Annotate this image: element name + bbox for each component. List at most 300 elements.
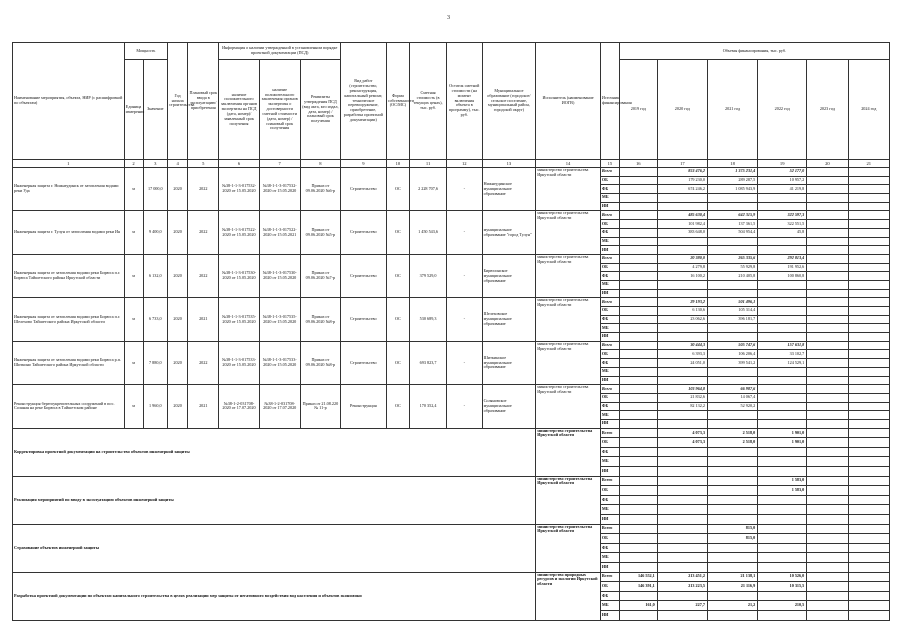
fin-value-cell (619, 505, 657, 515)
fin-value-cell (657, 202, 707, 211)
fin-value-cell: 1 901,0 (758, 428, 807, 438)
fin-value-cell (848, 610, 889, 620)
object-name: Инженерная защита г. Нижнеудинск от затопления водами реки Уда (13, 168, 125, 211)
fin-value-cell (807, 237, 848, 246)
fin-value-cell: 29 193,2 (657, 298, 707, 307)
fin-value-cell (848, 228, 889, 237)
header-unit: Единица измерения (124, 60, 143, 160)
fin-value-cell (657, 246, 707, 255)
col-number: 8 (300, 160, 340, 168)
fin-value-cell (848, 428, 889, 438)
fin-value-cell: 161,0 (619, 601, 657, 611)
object-unit: м (124, 168, 143, 211)
source-label: МБ (600, 237, 619, 246)
object-ownership: ОС (386, 385, 409, 428)
fin-value-cell: 501 496,1 (707, 298, 757, 307)
fin-value-cell (848, 202, 889, 211)
object-expert: №38-1-1-3-017532-2020 от 15.05.2020 (219, 168, 259, 211)
fin-value-cell (807, 263, 848, 272)
activity-executor: министерство природных ресурсов и экологии Иркутской области (536, 572, 601, 620)
fin-value-cell (848, 582, 889, 592)
object-row (13, 211, 890, 220)
object-work-type: Строительство (340, 298, 386, 341)
fin-value-cell: 322 597,3 (758, 211, 807, 220)
fin-value-cell: 2 518,0 (707, 438, 757, 448)
fin-value-cell (707, 289, 757, 298)
source-label: МБ (600, 194, 619, 203)
fin-value-cell (807, 298, 848, 307)
activity-name: Корректировка проектной документации на строительство объектов инженерной защиты (13, 428, 536, 476)
source-label: ОБ (600, 438, 619, 448)
object-row (13, 168, 890, 177)
col-number: 14 (536, 160, 601, 168)
fin-value-cell (657, 280, 707, 289)
header-name: Наименование мероприятия, объекта, НИР (с расшифровкой по объектам) (13, 43, 125, 160)
object-work-type: Строительство (340, 341, 386, 384)
activity-executor: министерство строительства Иркутской области (536, 476, 601, 524)
fin-value-cell: 21 832,6 (657, 393, 707, 402)
fin-value-cell (807, 315, 848, 324)
col-number: 15 (600, 160, 619, 168)
fin-value-cell (619, 272, 657, 281)
col-number: 20 (807, 160, 848, 168)
col-number: 17 (657, 160, 707, 168)
fin-value-cell (807, 194, 848, 203)
object-value: 6 733,0 (143, 298, 168, 341)
fin-value-cell (707, 591, 757, 601)
fin-value-cell: 24 051,0 (657, 359, 707, 368)
source-label: Всего (600, 524, 619, 534)
fin-value-cell (807, 562, 848, 572)
fin-value-cell: 21 138,1 (707, 572, 757, 582)
object-end-year: 2022 (188, 168, 219, 211)
fin-value-cell (807, 350, 848, 359)
col-number: 3 (143, 160, 168, 168)
object-work-type: Строительство (340, 254, 386, 297)
fin-value-cell (619, 185, 657, 194)
source-label: ОБ (600, 486, 619, 496)
fin-value-cell (807, 367, 848, 376)
fin-value-cell (619, 411, 657, 420)
object-cost: №38-1-1-3-017532-2020 от 15.05.2020 (259, 168, 300, 211)
fin-value-cell (848, 350, 889, 359)
fin-value-cell: 4 073,3 (657, 438, 707, 448)
fin-value-cell: 124 529,1 (758, 359, 807, 368)
fin-value-cell (619, 393, 657, 402)
fin-value-cell (758, 457, 807, 467)
object-ownership: ОС (386, 341, 409, 384)
fin-value-cell (657, 514, 707, 524)
fin-value-cell (807, 495, 848, 505)
source-label: ИИ (600, 562, 619, 572)
source-label: МБ (600, 601, 619, 611)
fin-value-cell (807, 333, 848, 342)
fin-value-cell (758, 402, 807, 411)
source-label: МБ (600, 367, 619, 376)
fin-value-cell: 292 813,4 (758, 254, 807, 263)
fin-value-cell (619, 246, 657, 255)
fin-value-cell: 146 391,1 (619, 582, 657, 592)
object-cost: №38-1-1-3-017522-2020 от 15.05.2021 (259, 211, 300, 254)
fin-value-cell (848, 333, 889, 342)
fin-value-cell: 227,7 (657, 601, 707, 611)
fin-value-cell: 103 964,8 (657, 385, 707, 394)
fin-value-cell (807, 534, 848, 544)
source-label: ИИ (600, 376, 619, 385)
fin-value-cell: 55 929,8 (707, 263, 757, 272)
fin-value-cell (619, 514, 657, 524)
fin-value-cell: 210,5 (758, 601, 807, 611)
page-number: 3 (447, 15, 450, 21)
fin-value-cell: 30 444,3 (657, 341, 707, 350)
fin-value-cell: 815,0 (707, 534, 757, 544)
source-label: Всего (600, 476, 619, 486)
fin-value-cell (758, 393, 807, 402)
object-ownership: ОС (386, 254, 409, 297)
activity-name: Реализация мероприятий по вводу в эксплуатацию объектов инженерной защиты (13, 476, 536, 524)
header-value: Значение (143, 60, 168, 160)
object-work-type: Строительство (340, 168, 386, 211)
fin-value-cell (848, 393, 889, 402)
fin-value-cell (758, 298, 807, 307)
object-row (13, 298, 890, 307)
fin-value-cell (807, 272, 848, 281)
object-name: Инженерная защита г. Тулун от затопления водами реки Ия (13, 211, 125, 254)
fin-value-cell: 14 067,4 (707, 393, 757, 402)
fin-value-cell (657, 194, 707, 203)
object-unit: м (124, 341, 143, 384)
fin-value-cell (707, 376, 757, 385)
fin-value-cell (619, 263, 657, 272)
fin-value-cell (807, 447, 848, 457)
fin-value-cell: 82 132,2 (657, 402, 707, 411)
object-remainder: - (446, 385, 482, 428)
activity-row (13, 428, 890, 438)
fin-value-cell (707, 610, 757, 620)
fin-value-cell (619, 228, 657, 237)
fin-value-cell (758, 543, 807, 553)
source-label: ОБ (600, 350, 619, 359)
fin-value-cell (807, 457, 848, 467)
fin-value-cell (707, 367, 757, 376)
object-executor: министерство строительства Иркутской области (536, 254, 601, 297)
fin-value-cell: 815,0 (707, 524, 757, 534)
fin-value-cell (619, 457, 657, 467)
object-end-year: 2021 (188, 385, 219, 428)
object-cost: №38-1-1-3-017533-2020 от 15.05.2020 (259, 341, 300, 384)
fin-value-cell (807, 185, 848, 194)
fin-value-cell (807, 476, 848, 486)
fin-value-cell (848, 254, 889, 263)
object-start-year: 2020 (168, 254, 188, 297)
fin-value-cell: 20 380,0 (657, 254, 707, 263)
fin-value-cell (619, 202, 657, 211)
fin-value-cell: 2 518,0 (707, 428, 757, 438)
object-estimate: 693 823,7 (410, 341, 447, 384)
header-year-2021: 2021 год (707, 60, 757, 160)
fin-value-cell (657, 367, 707, 376)
fin-value-cell (807, 428, 848, 438)
source-label: ФБ (600, 359, 619, 368)
fin-value-cell (707, 505, 757, 515)
fin-value-cell: 66 987,6 (707, 385, 757, 394)
fin-value-cell (657, 553, 707, 563)
fin-value-cell: 399 541,2 (707, 359, 757, 368)
fin-value-cell (758, 376, 807, 385)
fin-value-cell (619, 495, 657, 505)
fin-value-cell (657, 237, 707, 246)
fin-value-cell (848, 185, 889, 194)
fin-value-cell (619, 315, 657, 324)
fin-value-cell (807, 514, 848, 524)
fin-value-cell (848, 553, 889, 563)
fin-value-cell (807, 467, 848, 477)
source-label: ИИ (600, 467, 619, 477)
fin-value-cell (807, 202, 848, 211)
fin-value-cell (758, 307, 807, 316)
object-value: 17 000,0 (143, 168, 168, 211)
source-label: ИИ (600, 610, 619, 620)
object-remainder: - (446, 298, 482, 341)
fin-value-cell (848, 280, 889, 289)
fin-value-cell: 853 476,2 (657, 168, 707, 177)
fin-value-cell (848, 601, 889, 611)
fin-value-cell (848, 211, 889, 220)
fin-value-cell (848, 176, 889, 185)
fin-value-cell (807, 543, 848, 553)
fin-value-cell (758, 324, 807, 333)
fin-value-cell (657, 610, 707, 620)
source-label: Всего (600, 211, 619, 220)
header-year-2019: 2019 год (619, 60, 657, 160)
fin-value-cell (848, 341, 889, 350)
header-pd-cost: наличие положительного заключения органов экспертизы о достоверности сметной стоимости (дата, номер) / плановый срок получения (259, 60, 300, 160)
fin-value-cell (619, 307, 657, 316)
fin-value-cell (807, 307, 848, 316)
fin-value-cell (619, 591, 657, 601)
object-estimate: 530 689,3 (410, 298, 447, 341)
col-number: 2 (124, 160, 143, 168)
fin-value-cell (807, 341, 848, 350)
header-year-2023: 2023 год (807, 60, 848, 160)
fin-value-cell (619, 254, 657, 263)
source-label: ИИ (600, 246, 619, 255)
fin-value-cell (758, 246, 807, 255)
activity-row (13, 524, 890, 534)
fin-value-cell (707, 467, 757, 477)
fin-value-cell (807, 524, 848, 534)
fin-value-cell (848, 220, 889, 229)
fin-value-cell (657, 457, 707, 467)
fin-value-cell (848, 505, 889, 515)
object-municipality: муниципальное образование "город Тулун" (482, 211, 536, 254)
fin-value-cell (707, 324, 757, 333)
fin-value-cell: 10 526,0 (758, 572, 807, 582)
object-estimate: 379 529,0 (410, 254, 447, 297)
header-end-year: Плановый срок ввода в эксплуатацию/приобретения (188, 43, 219, 160)
header-pd-approval: Реквизиты утверждения ПСД (вид акта, кто издал, дата, номер) / плановый срок получения (300, 60, 340, 160)
fin-value-cell (657, 419, 707, 428)
col-number: 19 (758, 160, 807, 168)
fin-value-cell: 6 130,6 (657, 307, 707, 316)
object-municipality: Нижнеудинское муниципальное образование (482, 168, 536, 211)
source-label: Всего (600, 428, 619, 438)
col-number: 12 (446, 160, 482, 168)
object-remainder: - (446, 211, 482, 254)
fin-value-cell (848, 246, 889, 255)
fin-value-cell (619, 289, 657, 298)
col-number: 10 (386, 160, 409, 168)
fin-value-cell (707, 447, 757, 457)
source-label: Всего (600, 254, 619, 263)
col-number: 1 (13, 160, 125, 168)
object-executor: министерство строительства Иркутской области (536, 298, 601, 341)
fin-value-cell (848, 524, 889, 534)
fin-value-cell (848, 385, 889, 394)
fin-value-cell: 504 954,4 (707, 228, 757, 237)
source-label: ОБ (600, 534, 619, 544)
source-label: Всего (600, 385, 619, 394)
activity-executor: министерство строительства Иркутской области (536, 524, 601, 572)
fin-value-cell (848, 237, 889, 246)
fin-value-cell (848, 591, 889, 601)
fin-value-cell: 383 648,0 (657, 228, 707, 237)
object-estimate: 1 450 543,6 (410, 211, 447, 254)
fin-value-cell (657, 591, 707, 601)
fin-value-cell: 191 952,6 (758, 263, 807, 272)
source-label: МБ (600, 553, 619, 563)
header-capacity: Мощность (124, 43, 168, 60)
column-numbers-row (13, 160, 890, 168)
fin-value-cell: 1 085 943,9 (707, 185, 757, 194)
fin-value-cell: 16 100,2 (657, 272, 707, 281)
fin-value-cell (707, 280, 757, 289)
source-label: ФБ (600, 543, 619, 553)
fin-value-cell (848, 411, 889, 420)
fin-value-cell (758, 419, 807, 428)
object-ownership: ОС (386, 168, 409, 211)
object-cost: №38-1-1-3-017535-2020 от 15.05.2020 (259, 298, 300, 341)
object-municipality: Соляновское муниципальное образование (482, 385, 536, 428)
fin-value-cell (758, 447, 807, 457)
activity-row (13, 476, 890, 486)
object-approval: Приказ от 09.06.2020 №8-р (300, 341, 340, 384)
header-estimate: Сметная стоимость (в текущих ценах), тыс. руб. (410, 43, 447, 160)
fin-value-cell (707, 543, 757, 553)
fin-value-cell (848, 495, 889, 505)
object-approval: Приказ от 09.06.2020 №6-р (300, 168, 340, 211)
fin-value-cell (848, 572, 889, 582)
fin-value-cell (807, 505, 848, 515)
fin-value-cell (707, 476, 757, 486)
fin-value-cell (807, 591, 848, 601)
fin-value-cell: 6 393,3 (657, 350, 707, 359)
fin-value-cell (758, 280, 807, 289)
fin-value-cell (657, 543, 707, 553)
object-cost: №38-1-2-031708-2020 от 17.07.2020 (259, 385, 300, 428)
object-unit: м (124, 211, 143, 254)
col-number: 13 (482, 160, 536, 168)
fin-value-cell (807, 228, 848, 237)
fin-value-cell (807, 486, 848, 496)
fin-value-cell (848, 367, 889, 376)
header-row-1 (13, 43, 890, 60)
fin-value-cell (657, 289, 707, 298)
fin-value-cell (619, 237, 657, 246)
header-work-type: Вид работ (строительство, реконструкция, капитальный ремонт, техническое перевооружение, приобретение, разработка проектной документации) (340, 43, 386, 160)
col-number: 7 (259, 160, 300, 168)
object-start-year: 2020 (168, 211, 188, 254)
header-year-2022: 2022 год (758, 60, 807, 160)
object-work-type: Строительство (340, 211, 386, 254)
fin-value-cell (619, 350, 657, 359)
fin-value-cell (619, 562, 657, 572)
fin-value-cell: 1 583,0 (758, 486, 807, 496)
col-number: 5 (188, 160, 219, 168)
source-label: МБ (600, 280, 619, 289)
fin-value-cell: 265 335,6 (707, 254, 757, 263)
object-row (13, 254, 890, 263)
source-label: ФБ (600, 228, 619, 237)
fin-value-cell: 21,2 (707, 601, 757, 611)
fin-value-cell (657, 447, 707, 457)
object-expert: №38-1-1-3-017533-2020 от 15.05.2020 (219, 341, 259, 384)
source-label: ФБ (600, 402, 619, 411)
fin-value-cell (758, 495, 807, 505)
fin-value-cell: 52 920,2 (707, 402, 757, 411)
source-label: МБ (600, 505, 619, 515)
object-unit: м (124, 385, 143, 428)
fin-value-cell (619, 438, 657, 448)
fin-value-cell (758, 610, 807, 620)
fin-value-cell (758, 524, 807, 534)
source-label: ОБ (600, 393, 619, 402)
source-label: Всего (600, 341, 619, 350)
fin-value-cell (758, 194, 807, 203)
fin-value-cell (848, 419, 889, 428)
fin-value-cell: 41 219,8 (758, 185, 807, 194)
object-ownership: ОС (386, 211, 409, 254)
header-year-2024: 2024 год (848, 60, 889, 160)
object-start-year: 2020 (168, 298, 188, 341)
object-remainder: - (446, 254, 482, 297)
header-remainder: Остаток сметной стоимости (на момент включения объекта в программу), тыс. руб. (446, 43, 482, 160)
source-label: ФБ (600, 272, 619, 281)
fin-value-cell (758, 289, 807, 298)
fin-value-cell (848, 467, 889, 477)
col-number: 11 (410, 160, 447, 168)
fin-value-cell (848, 324, 889, 333)
object-start-year: 2020 (168, 168, 188, 211)
header-start-year: Год начала строительства (168, 43, 188, 160)
fin-value-cell (758, 385, 807, 394)
fin-value-cell: 485 630,4 (657, 211, 707, 220)
object-end-year: 2022 (188, 254, 219, 297)
object-approval: Приказ от 09.06.2020 №5-р (300, 211, 340, 254)
fin-value-cell (619, 447, 657, 457)
object-work-type: Реконструкция (340, 385, 386, 428)
source-label: ОБ (600, 176, 619, 185)
object-estimate: 2 228 707,6 (410, 168, 447, 211)
fin-value-cell: 45,8 (758, 228, 807, 237)
fin-value-cell (807, 438, 848, 448)
fin-value-cell (657, 562, 707, 572)
object-end-year: 2022 (188, 211, 219, 254)
fin-value-cell (657, 486, 707, 496)
fin-value-cell: 4 279,8 (657, 263, 707, 272)
fin-value-cell (807, 582, 848, 592)
fin-value-cell (848, 272, 889, 281)
